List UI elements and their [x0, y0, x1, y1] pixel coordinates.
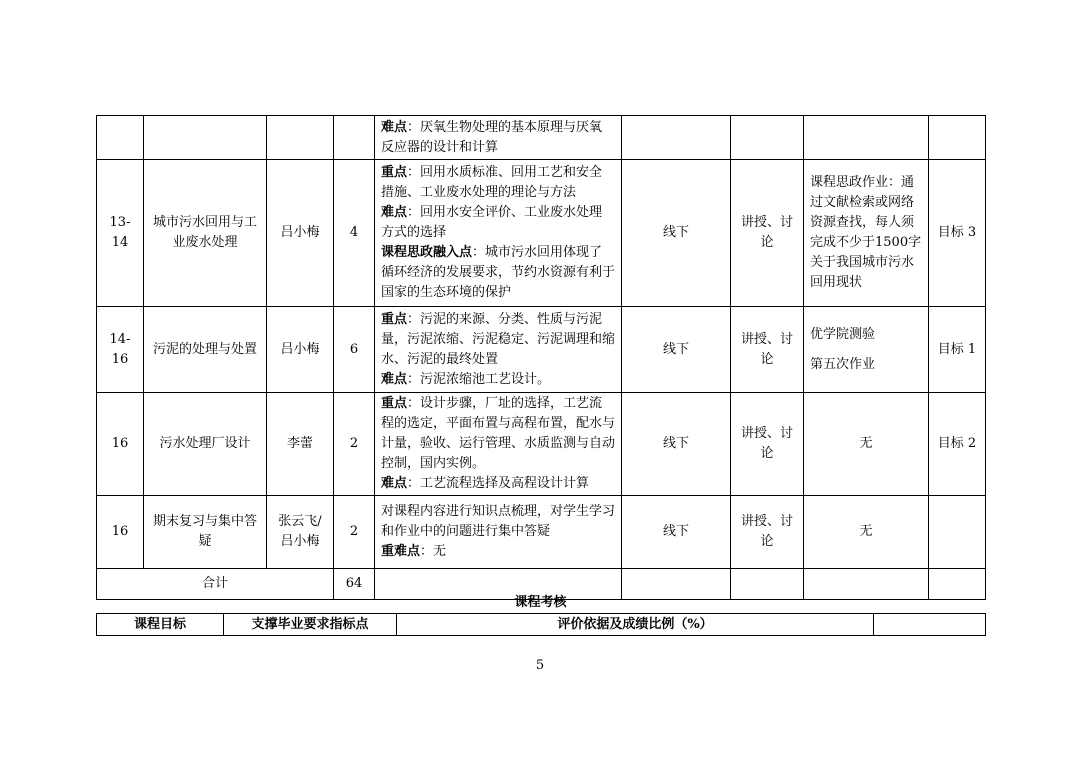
teaching-mode-cell: 线下 [622, 393, 731, 496]
homework-text: 无 [859, 436, 873, 451]
hours-cell: 2 [334, 393, 375, 496]
content-label: 重点 [381, 396, 408, 411]
total-label: 合计 [97, 569, 334, 600]
content-label: 课程思政融入点 [381, 245, 473, 260]
teaching-mode-cell: 线下 [622, 160, 731, 307]
content-text: ：无 [420, 544, 447, 559]
hours-cell [334, 116, 375, 160]
content-paragraph [381, 243, 615, 303]
homework-cell [804, 116, 929, 160]
course-goal-cell: 目标 3 [929, 160, 986, 307]
hours-cell: 2 [334, 496, 375, 569]
topic-cell [144, 116, 267, 160]
course-goal-cell [929, 116, 986, 160]
teacher-cell: 李蕾 [267, 393, 334, 496]
teaching-method-cell: 讲授、讨论 [731, 307, 804, 393]
content-cell [375, 160, 622, 307]
content-text: 对课程内容进行知识点梳理，对学生学习和作业中的问题进行集中答疑 [381, 504, 616, 539]
content-cell [375, 116, 622, 160]
teaching-method-cell: 讲授、讨论 [731, 393, 804, 496]
topic-cell: 污泥的处理与处置 [144, 307, 267, 393]
teacher-cell: 吕小梅 [267, 307, 334, 393]
content-text: ：回用水质标准、回用工艺和安全措施、工业废水处理的理论与方法 [381, 165, 603, 200]
week-cell [97, 116, 144, 160]
content-paragraph [381, 394, 615, 474]
content-label: 难点 [381, 119, 408, 135]
homework-cell [804, 307, 929, 393]
content-text: ：设计步骤，厂址的选择，工艺流程的选定，平面布置与高程布置，配水与计量，验收、运行管理、水质监测与自动控制，国内实例。 [381, 396, 616, 471]
total-hours: 64 [334, 569, 375, 600]
content-paragraph [381, 203, 615, 243]
teaching-mode-cell: 线下 [622, 307, 731, 393]
content-paragraph [381, 502, 615, 542]
week-cell: 16 [97, 393, 144, 496]
course-goal-cell: 目标 1 [929, 307, 986, 393]
content-label: 重点 [381, 165, 408, 180]
content-paragraph [381, 474, 615, 494]
schedule-row [97, 116, 986, 160]
content-paragraph [381, 310, 615, 370]
content-label: 难点 [381, 371, 408, 387]
teacher-cell [267, 116, 334, 160]
content-text: ：污泥的来源、分类、性质与污泥量，污泥浓缩、污泥稳定、污泥调理和缩水、污泥的最终处置 [381, 311, 616, 367]
homework-cell [804, 496, 929, 569]
page-number: 5 [535, 658, 545, 673]
homework-cell [804, 160, 929, 307]
header-graduation-requirement: 支撑毕业要求指标点 [224, 614, 397, 636]
homework-cell [804, 393, 929, 496]
content-paragraph [381, 370, 615, 390]
content-paragraph [381, 163, 615, 203]
week-cell: 13-14 [97, 160, 144, 307]
course-goal-cell: 目标 2 [929, 393, 986, 496]
header-empty [874, 614, 986, 636]
header-evaluation-basis: 评价依据及成绩比例（%） [397, 614, 874, 636]
teacher-cell: 张云飞/吕小梅 [267, 496, 334, 569]
course-goal-cell [929, 496, 986, 569]
hours-cell: 4 [334, 160, 375, 307]
topic-cell: 城市污水回用与工业废水处理 [144, 160, 267, 307]
homework-text: 无 [859, 524, 873, 539]
homework-text: 第五次作业 [810, 356, 876, 372]
teacher-cell: 吕小梅 [267, 160, 334, 307]
schedule-row [97, 393, 986, 496]
teaching-method-cell [731, 116, 804, 160]
homework-text: 课程思政作业：通过文献检索或网络资源查找，每人须完成不少于1500字关于我国城市污水回用现状 [810, 175, 922, 290]
week-cell: 16 [97, 496, 144, 569]
content-label: 重点 [381, 311, 408, 327]
schedule-row [97, 496, 986, 569]
content-cell [375, 393, 622, 496]
schedule-row [97, 160, 986, 307]
hours-cell: 6 [334, 307, 375, 393]
teaching-mode-cell [622, 116, 731, 160]
content-text: ：城市污水回用体现了循环经济的发展要求，节约水资源有利于国家的生态环境的保护 [381, 245, 616, 300]
content-label: 难点 [381, 476, 408, 491]
content-text: ：厌氧生物处理的基本原理与厌氧反应器的设计和计算 [381, 119, 603, 155]
content-cell [375, 496, 622, 569]
assessment-title: 课程考核 [514, 595, 567, 610]
topic-cell: 期末复习与集中答疑 [144, 496, 267, 569]
week-cell: 14-16 [97, 307, 144, 393]
content-paragraph [381, 542, 615, 562]
teaching-method-cell: 讲授、讨论 [731, 160, 804, 307]
content-text: ：污泥浓缩池工艺设计。 [407, 371, 551, 387]
assessment-table [96, 613, 986, 636]
homework-text: 优学院测验 [810, 326, 876, 342]
content-label: 难点 [381, 205, 408, 220]
content-text: ：回用水安全评价、工业废水处理方式的选择 [381, 205, 603, 240]
teaching-schedule-table [96, 115, 986, 600]
teaching-method-cell: 讲授、讨论 [731, 496, 804, 569]
header-course-goal: 课程目标 [97, 614, 224, 636]
content-paragraph [381, 118, 615, 158]
content-label: 重难点 [381, 544, 421, 559]
content-text: ：工艺流程选择及高程设计计算 [407, 476, 590, 491]
topic-cell: 污水处理厂设计 [144, 393, 267, 496]
teaching-mode-cell: 线下 [622, 496, 731, 569]
content-cell [375, 307, 622, 393]
assessment-header-row [97, 614, 986, 636]
schedule-row [97, 307, 986, 393]
